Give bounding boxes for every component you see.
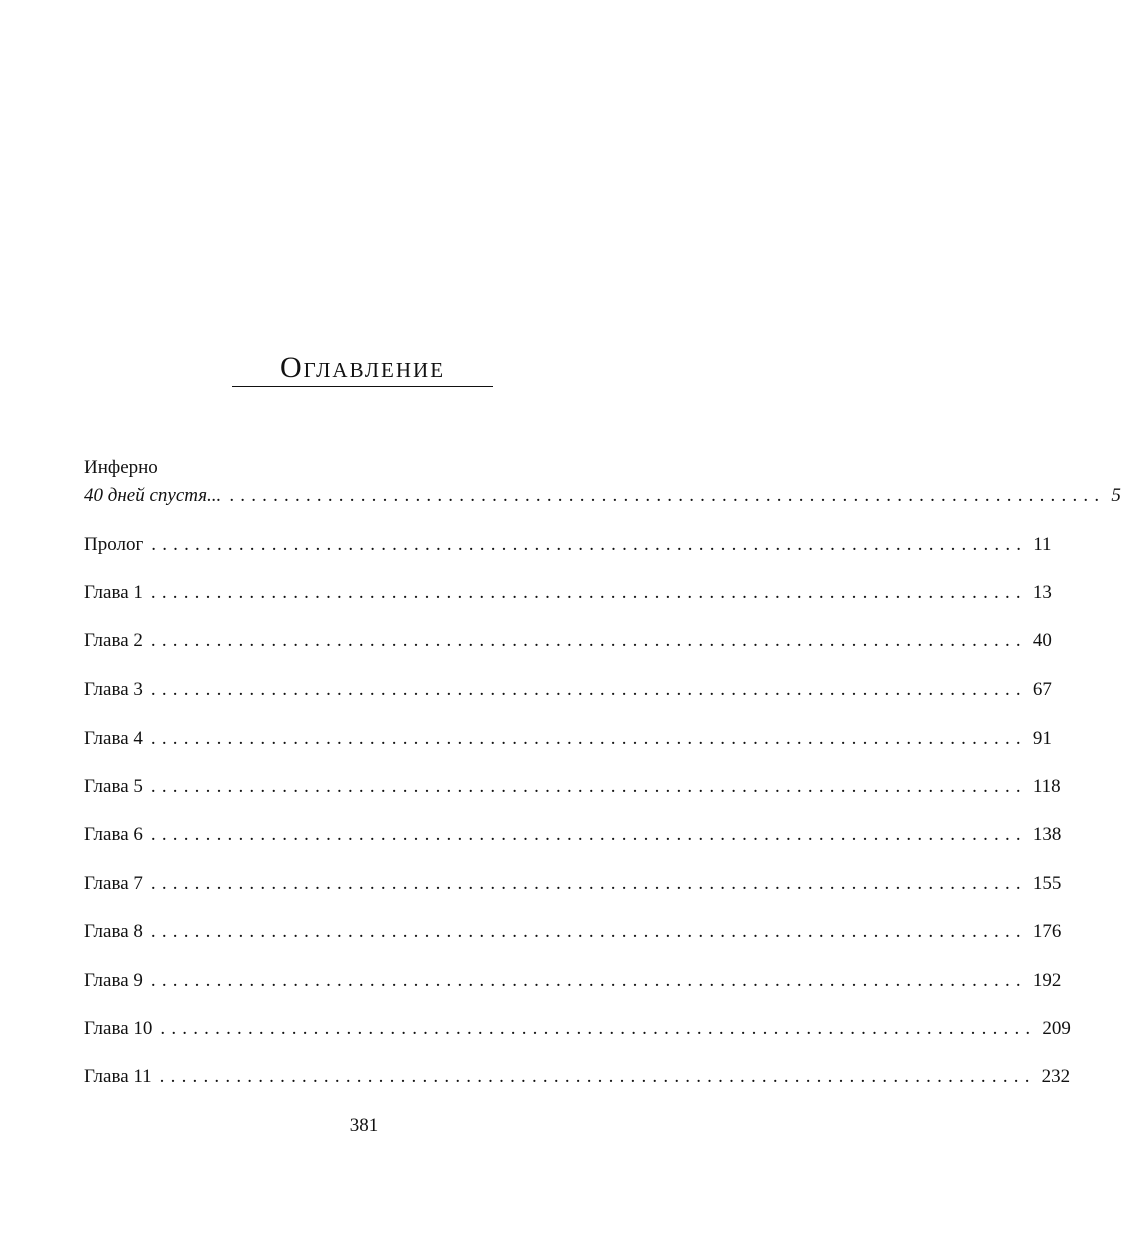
toc-entry-page: 67	[1032, 679, 1052, 700]
toc-dot-leader: ................................................................................	[159, 1066, 1036, 1087]
title-underline	[232, 386, 493, 387]
toc-entry-page: 13	[1032, 582, 1052, 603]
toc-entry-label: Глава 5	[84, 776, 143, 797]
toc-entry-label: Глава 2	[84, 630, 143, 651]
toc-entry-label: Глава 6	[84, 824, 143, 845]
toc-entry	[84, 920, 1062, 944]
toc-entry-label: Глава 3	[84, 679, 143, 700]
toc-dot-leader: ................................................................................	[160, 1018, 1037, 1039]
toc-entry-page: 11	[1033, 534, 1052, 555]
toc-entry	[84, 1017, 1071, 1041]
toc-entry-label: Глава 10	[84, 1018, 153, 1039]
toc-dot-leader: ................................................................................	[150, 921, 1027, 942]
toc-entry-page: 40	[1032, 630, 1052, 651]
toc-entry-label: Глава 11	[84, 1066, 152, 1087]
toc-entry	[84, 678, 1052, 702]
toc-dot-leader: ................................................................................	[150, 679, 1027, 700]
section-heading: Инферно	[84, 457, 158, 478]
toc-entry-label: Глава 1	[84, 582, 143, 603]
toc-dot-leader: ................................................................................	[150, 824, 1027, 845]
toc-entry-label: Глава 9	[84, 970, 143, 991]
toc-entry	[84, 823, 1062, 847]
toc-entry-label: Пролог	[84, 534, 144, 555]
toc-dot-leader: ................................................................................	[150, 582, 1027, 603]
toc-entry	[84, 484, 1121, 508]
toc-dot-leader: ................................................................................	[150, 873, 1027, 894]
toc-entry-page: 176	[1032, 921, 1062, 942]
toc-entry-label: Глава 4	[84, 728, 143, 749]
toc-entry-page: 91	[1032, 728, 1052, 749]
toc-entry-page: 138	[1032, 824, 1062, 845]
toc-entry	[84, 1065, 1071, 1089]
toc-dot-leader: ................................................................................	[150, 630, 1027, 651]
toc-entry	[84, 775, 1061, 799]
toc-dot-leader: ................................................................................	[229, 485, 1106, 506]
toc-entry	[84, 629, 1052, 653]
toc-entry	[84, 581, 1052, 605]
toc-entry-page: 192	[1032, 970, 1062, 991]
toc-entry-page: 209	[1042, 1018, 1071, 1039]
toc-entry	[84, 533, 1052, 557]
toc-entry-label: Глава 8	[84, 921, 143, 942]
toc-entry-page: 155	[1032, 873, 1062, 894]
toc-entry-page: 5	[1111, 485, 1121, 506]
toc-dot-leader: ................................................................................	[150, 728, 1027, 749]
toc-dot-leader: ................................................................................	[150, 970, 1027, 991]
page-title: Оглавление	[279, 351, 446, 384]
toc-dot-leader: ................................................................................	[151, 534, 1028, 555]
toc-entry	[84, 969, 1062, 993]
toc-entry-page: 118	[1032, 776, 1061, 797]
toc-entry-label: Глава 7	[84, 873, 143, 894]
toc-entry-page: 232	[1041, 1066, 1071, 1087]
page-number: 381	[349, 1115, 379, 1136]
toc-entry-label: 40 дней спустя...	[84, 485, 222, 506]
toc-entry	[84, 727, 1052, 751]
toc-dot-leader: ................................................................................	[150, 776, 1027, 797]
toc-entry	[84, 872, 1062, 896]
